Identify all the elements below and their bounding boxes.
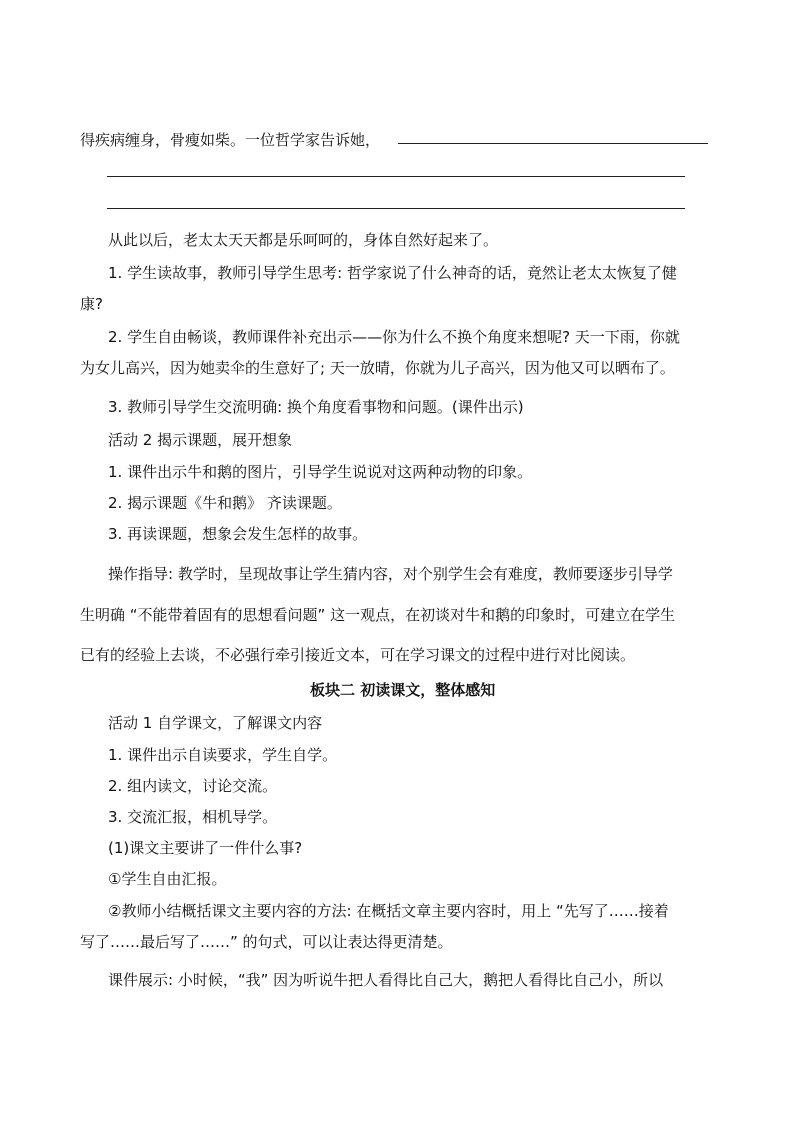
section-2-step-1: 1. 课件出示自读要求，学生自学。 [108,746,338,764]
question-1-item-b-line-a: ②教师小结概括课文主要内容的方法: 在概括文章主要内容时，用上 “先写了……接着 [108,902,669,920]
courseware-display: 课件展示: 小时候，“我” 因为听说牛把人看得比自己大，鹅把人看得比自己小，所以 [108,971,664,989]
question-1-item-a: ①学生自由汇报。 [108,870,227,888]
activity-2-title: 活动 2 揭示课题，展开想象 [108,431,293,449]
section-2-activity-1-title: 活动 1 自学课文，了解课文内容 [108,714,323,732]
guidance-line-c: 已有的经验上去谈，不必强行牵引接近文本，可在学习课文的过程中进行对比阅读。 [80,646,636,664]
step-2-line-a: 2. 学生自由畅谈，教师课件补充出示——你为什么不换个角度来想呢? 天一下雨，你就 [108,328,680,346]
section-2-heading: 板块二 初读课文，整体感知 [310,681,496,699]
activity-2-step-3: 3. 再读课题，想象会发生怎样的故事。 [108,525,368,543]
step-3: 3. 教师引导学生交流明确: 换个角度看事物和问题。(课件出示) [108,398,524,416]
answer-blank-1[interactable] [398,143,708,144]
step-2-line-b: 为女儿高兴，因为她卖伞的生意好了; 天一放晴，你就为儿子高兴，因为他又可以晒布了。 [80,359,675,377]
answer-blank-2[interactable] [107,176,685,177]
question-1-item-b-line-b: 写了……最后写了……” 的句式，可以让表达得更清楚。 [80,933,453,951]
activity-2-step-2: 2. 揭示课题《牛和鹅》 齐读课题。 [108,494,342,512]
story-after: 从此以后，老太太天天都是乐呵呵的，身体自然好起来了。 [108,231,499,249]
question-1: (1)课文主要讲了一件什么事? [108,839,303,857]
guidance-line-b: 生明确 “不能带着固有的思想看问题” 这一观点，在初谈对牛和鹅的印象时，可建立在学生 [80,606,676,624]
activity-2-step-1: 1. 课件出示牛和鹅的图片，引导学生说说对这两种动物的印象。 [108,463,533,481]
section-2-step-3: 3. 交流汇报，相机导学。 [108,808,278,826]
story-line-1: 得疾病缠身，骨瘦如柴。一位哲学家告诉她， [80,131,381,149]
section-2-step-2: 2. 组内读文，讨论交流。 [108,777,278,795]
answer-blank-3[interactable] [107,208,685,209]
step-1-line-a: 1. 学生读故事，教师引导学生思考: 哲学家说了什么神奇的话，竟然让老太太恢复了健 [108,264,677,282]
step-1-line-b: 康? [80,295,103,313]
guidance-line-a: 操作指导: 教学时，呈现故事让学生猜内容，对个别学生会有难度，教师要逐步引导学 [108,565,673,583]
